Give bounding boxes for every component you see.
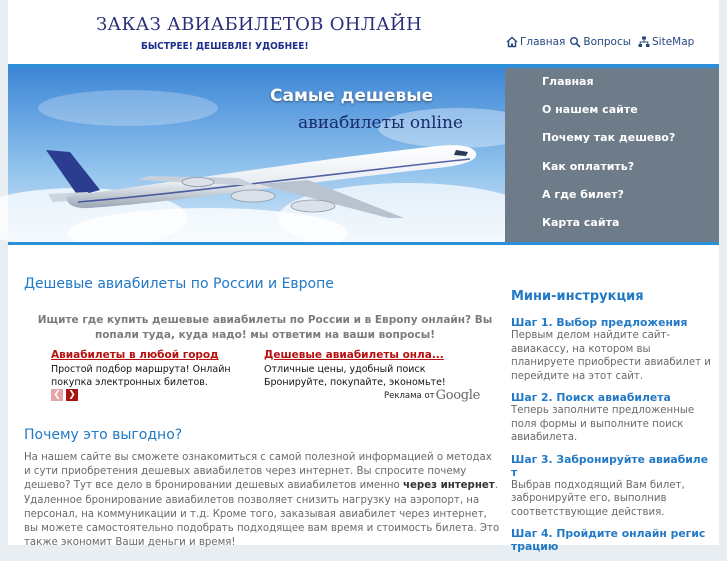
step-title: Шаг 3. Забронируйте авиабилет [511,452,709,479]
sitemap-icon [638,36,650,48]
ad-pager [51,389,81,401]
top-nav-home-label: Главная [520,36,566,48]
why-text-bold: через интернет [403,480,495,492]
top-nav-sitemap-label: SiteMap [652,36,695,48]
site-title: ЗАКАЗ АВИАБИЛЕТОВ ОНЛАЙН [96,14,423,35]
step-item [511,391,711,445]
why-paragraph [24,451,500,550]
top-nav-faq-label: Вопросы [583,36,632,48]
ads-by-label: Реклама от [384,390,435,401]
why-text-1: На нашем сайте вы сможете ознакомиться с самой полезной информацией о методах и сути приобретения дешевых авиабилетов через интернет. Вы спросите почему дешево? Тут все дело в бронировании дешевых авиабилетов именно [24,452,492,492]
ad-text: Простой подбор маршрута! Онлайн покупка электронных билетов. [51,364,231,388]
hero-headline: Самые дешевые [270,86,434,106]
section-heading-cheap: Дешевые авиабилеты по России и Европе [24,276,334,292]
chevron-left-icon: ❮ [53,390,61,400]
top-nav-home[interactable] [506,36,565,48]
chevron-right-icon: ❯ [68,390,76,400]
ad-link[interactable]: Дешевые авиабилеты онла... [264,349,444,361]
nav-item-why-cheap[interactable]: Почему так дешево? [542,131,676,145]
top-nav-sitemap[interactable] [638,36,694,48]
nav-item-sitemap[interactable]: Карта сайта [542,215,620,229]
ads-by-google[interactable] [384,388,480,403]
mini-instruction [511,289,711,561]
step-title: Шаг 1. Выбор предложения [511,316,688,329]
step-item [511,527,711,553]
step-item [511,453,711,520]
google-logo: Google [435,388,481,403]
mini-instruction-heading: Мини-инструкция [511,289,644,304]
search-icon [569,36,581,48]
page [8,0,719,553]
why-text-2: . Удаленное бронирование авиабилетов позволяет снизить нагрузку на аэропорт, на персонал, на коммуникации и т.д. Кроме того, заказывая авиабилет через интернет, вы можете самостоятельно подобрать подходящее вам время и стоимость билета. Это также экономит Ваши деньги и время! [24,480,500,549]
top-nav-faq[interactable] [569,36,631,48]
header [8,0,719,66]
hero-banner [8,68,505,242]
nav-item-payment[interactable]: Как оплатить? [542,159,635,173]
ad-next-button[interactable] [66,389,78,401]
section-heading-why: Почему это выгодно? [24,427,183,443]
home-icon [506,36,518,48]
step-title: Шаг 4. Пройдите онлайн регистрацию [511,527,706,553]
nav-item-home[interactable]: Главная [542,75,594,88]
site-tagline: БЫСТРЕЕ! ДЕШЕВЛЕ! УДОБНЕЕ! [141,41,309,52]
hero-subheadline: авиабилеты online [298,113,464,133]
nav-item-ticket[interactable]: А где билет? [542,187,624,201]
ad-block [51,348,256,389]
ad-prev-button[interactable] [51,389,63,401]
ad-text: Отличные цены, удобный поиск Бронируйте, покупайте, экономьте! [264,364,446,388]
step-text: Первым делом найдите сайт-авиакассу, на котором вы планируете приобрести авиабилет и перейдите на этот сайт. [511,330,711,382]
top-nav [506,36,698,48]
intro-text: Ищите где купить дешевые авиабилеты по России и в Европу онлайн? Вы попали туда, куда надо! мы ответим на ваши вопросы! [37,314,493,341]
step-item [511,316,711,383]
step-text: Выбрав подходящий Вам билет, забронируйте его, выполнив соответствующие действия. [511,479,685,518]
side-nav [505,68,719,242]
hero-divider [8,242,719,245]
ad-block [264,348,469,389]
step-text: Теперь заполните предложенные поля формы и выполните поиск авиабилета. [511,405,695,443]
step-title: Шаг 2. Поиск авиабилета [511,391,671,404]
nav-item-about[interactable]: О нашем сайте [542,103,638,117]
ad-link[interactable]: Авиабилеты в любой город [51,349,219,361]
